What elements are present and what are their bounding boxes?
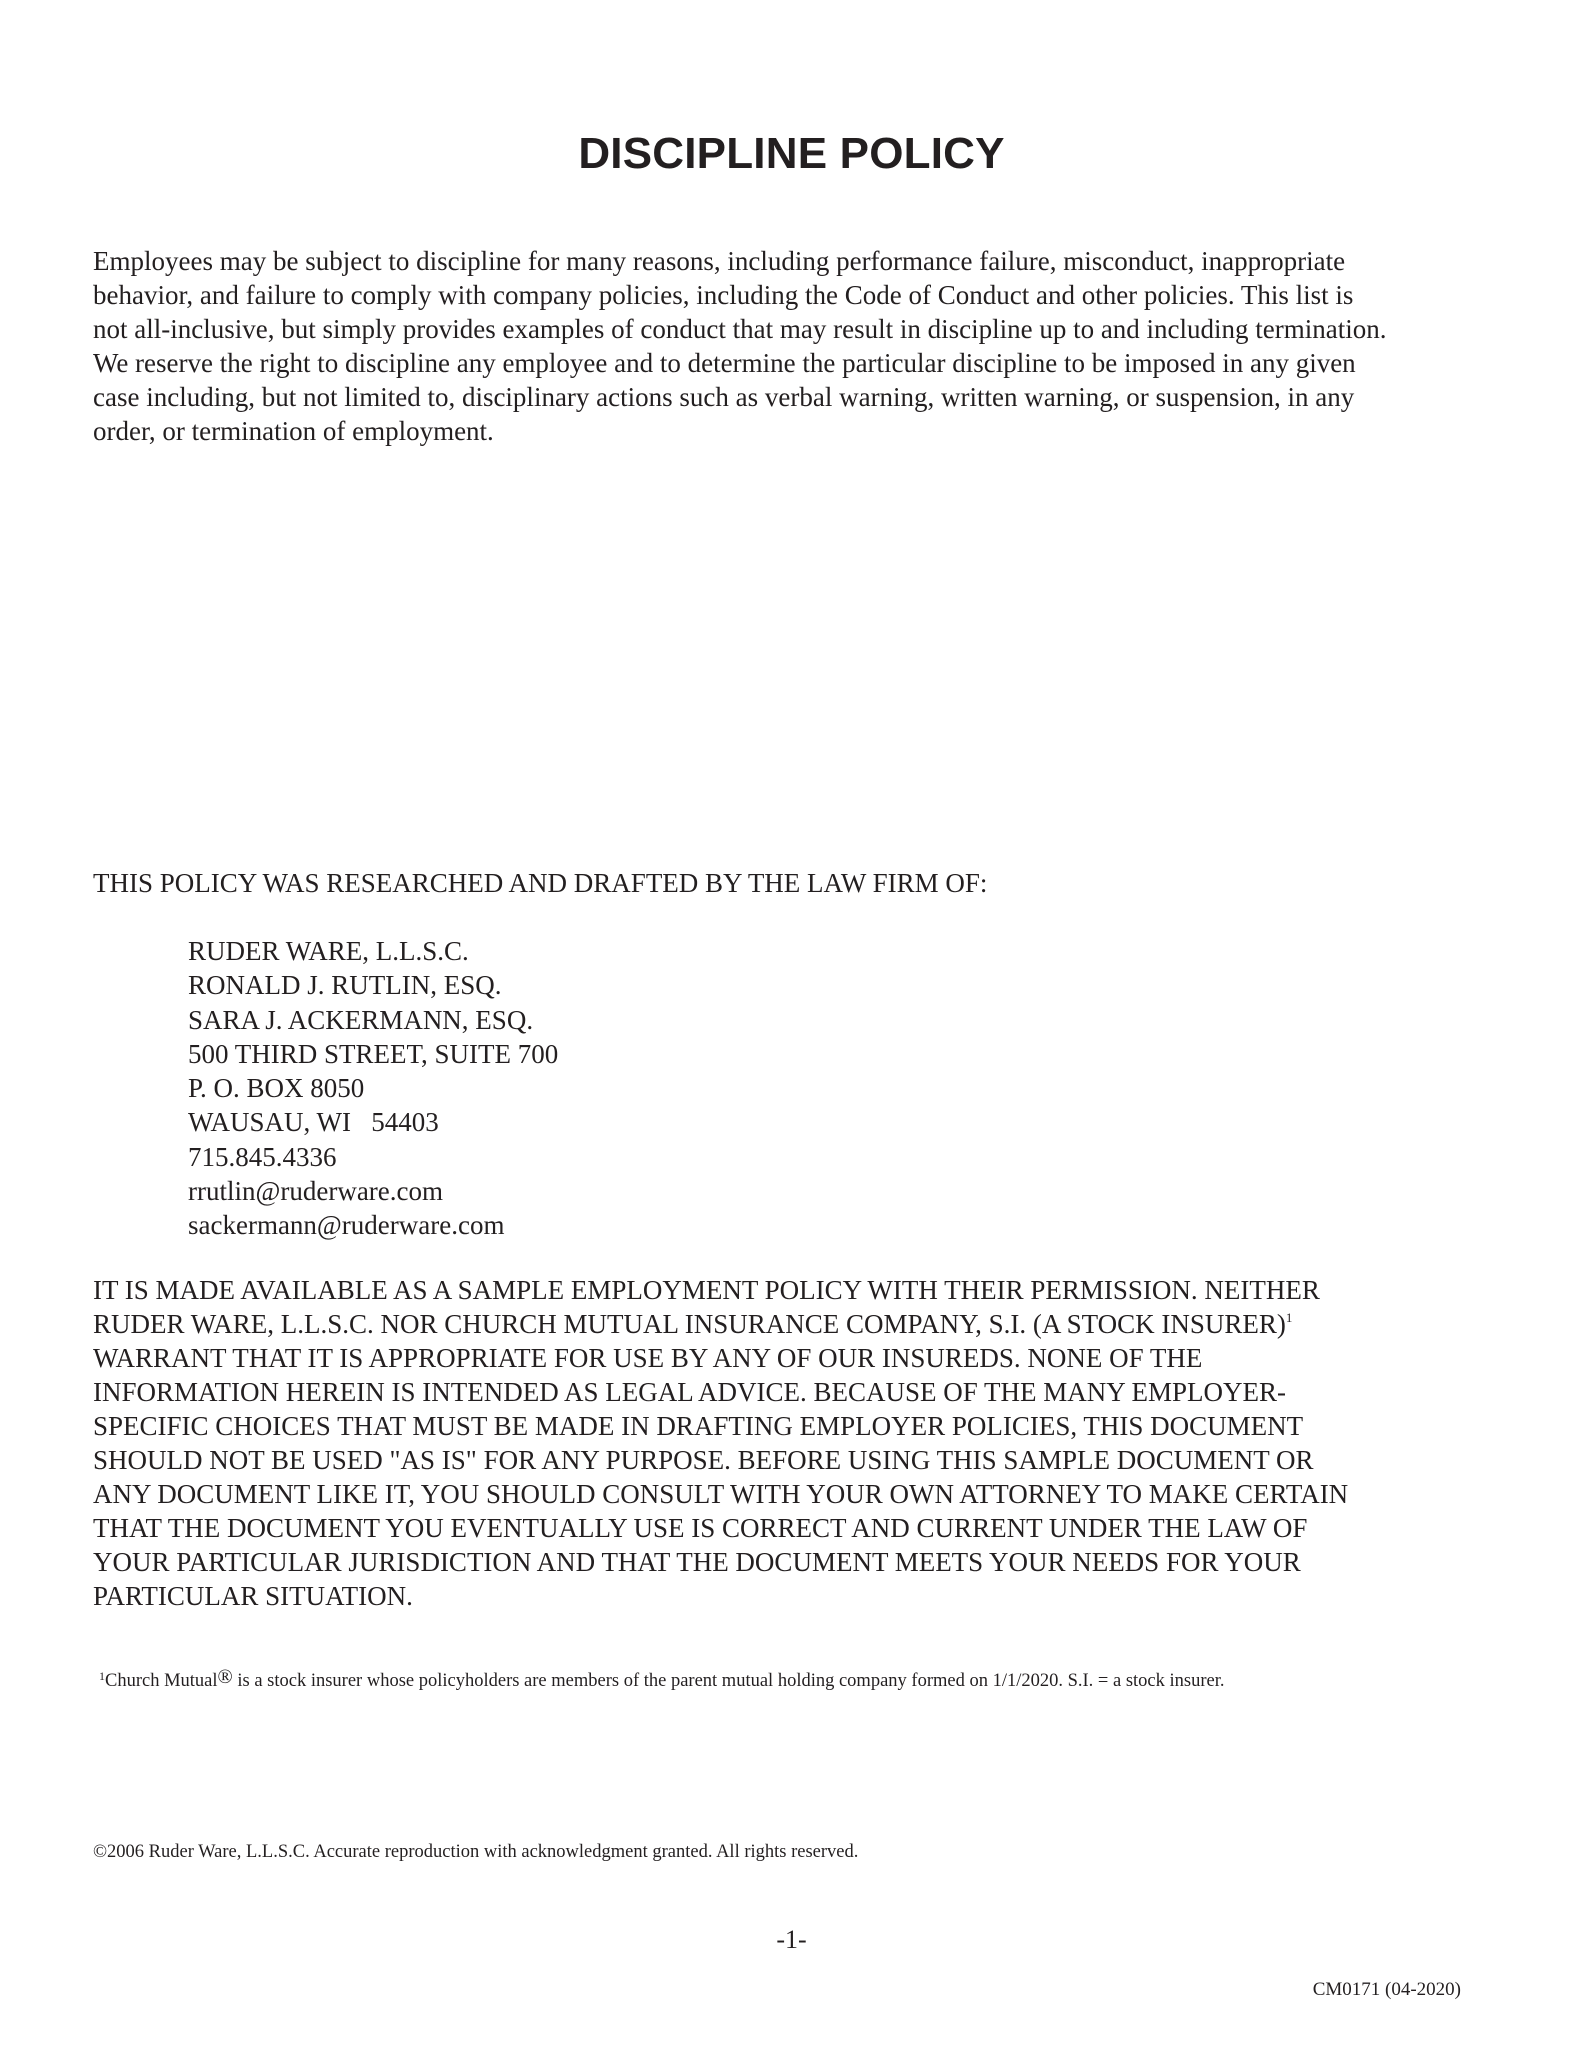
address-line: WAUSAU, WI 54403	[188, 1107, 439, 1138]
disclaimer-line: INFORMATION HEREIN IS INTENDED AS LEGAL ADVICE. BECAUSE OF THE MANY EMPLOYER-	[93, 1377, 1286, 1407]
footnote-marker: 1	[99, 1669, 105, 1683]
intro-line: order, or termination of employment.	[93, 416, 494, 446]
email-address: rrutlin@ruderware.com	[188, 1176, 444, 1207]
intro-line: Employees may be subject to discipline for many reasons, including performance failure, misconduct, inappropriate	[93, 246, 1346, 276]
address-line: 500 THIRD STREET, SUITE 700	[188, 1038, 559, 1069]
intro-line: case including, but not limited to, disciplinary actions such as verbal warning, written warning, or suspension, in any	[93, 382, 1355, 412]
footnote-lead: Church Mutual	[105, 1671, 218, 1691]
intro-line: behavior, and failure to comply with company policies, including the Code of Conduct and other policies. This list is	[93, 280, 1354, 310]
address-line: RONALD J. RUTLIN, ESQ.	[188, 970, 502, 1001]
address-line: SARA J. ACKERMANN, ESQ.	[188, 1004, 534, 1035]
law-firm-address-block	[188, 934, 558, 1243]
page-number: -1-	[776, 1925, 807, 1954]
disclaimer-line: IT IS MADE AVAILABLE AS A SAMPLE EMPLOYMENT POLICY WITH THEIR PERMISSION. NEITHER	[93, 1275, 1320, 1305]
disclaimer-line-text: RUDER WARE, L.L.S.C. NOR CHURCH MUTUAL INSURANCE COMPANY, S.I. (A STOCK INSURER)	[93, 1309, 1286, 1339]
intro-paragraph	[93, 244, 1503, 448]
form-code: CM0171 (04-2020)	[1312, 1979, 1461, 2000]
copyright-notice: ©2006 Ruder Ware, L.L.S.C. Accurate reproduction with acknowledgment granted. All rights reserved.	[93, 1842, 859, 1862]
disclaimer-line: ANY DOCUMENT LIKE IT, YOU SHOULD CONSULT WITH YOUR OWN ATTORNEY TO MAKE CERTAIN	[93, 1479, 1349, 1509]
address-line: RUDER WARE, L.L.S.C.	[188, 936, 469, 966]
intro-line: We reserve the right to discipline any employee and to determine the particular discipline to be imposed in any given	[93, 348, 1356, 378]
email-address: sackermann@ruderware.com	[188, 1210, 505, 1241]
address-line: 715.845.4336	[188, 1141, 337, 1172]
drafted-by-statement: THIS POLICY WAS RESEARCHED AND DRAFTED BY THE LAW FIRM OF:	[93, 868, 988, 898]
disclaimer-paragraph	[93, 1273, 1513, 1613]
disclaimer-line: WARRANT THAT IT IS APPROPRIATE FOR USE BY ANY OF OUR INSUREDS. NONE OF THE	[93, 1343, 1203, 1373]
intro-line: not all-inclusive, but simply provides examples of conduct that may result in discipline up to and including termination.	[93, 314, 1387, 344]
disclaimer-line: PARTICULAR SITUATION.	[93, 1581, 413, 1611]
registered-mark: ®	[217, 1666, 233, 1688]
footnote-text: is a stock insurer whose policyholders are members of the parent mutual holding company formed on 1/1/2020. S.I. = a stock insurer.	[232, 1671, 1225, 1691]
disclaimer-line	[93, 1307, 1513, 1341]
disclaimer-line: SHOULD NOT BE USED "AS IS" FOR ANY PURPOSE. BEFORE USING THIS SAMPLE DOCUMENT OR	[93, 1445, 1314, 1475]
disclaimer-line: YOUR PARTICULAR JURISDICTION AND THAT THE DOCUMENT MEETS YOUR NEEDS FOR YOUR	[93, 1547, 1301, 1577]
footnote-reference-marker: 1	[1285, 1310, 1293, 1325]
page-title: DISCIPLINE POLICY	[578, 129, 1005, 178]
footnote	[99, 1666, 1225, 1693]
disclaimer-line: SPECIFIC CHOICES THAT MUST BE MADE IN DRAFTING EMPLOYER POLICIES, THIS DOCUMENT	[93, 1411, 1304, 1441]
disclaimer-line: THAT THE DOCUMENT YOU EVENTUALLY USE IS CORRECT AND CURRENT UNDER THE LAW OF	[93, 1513, 1308, 1543]
address-line: P. O. BOX 8050	[188, 1073, 365, 1104]
